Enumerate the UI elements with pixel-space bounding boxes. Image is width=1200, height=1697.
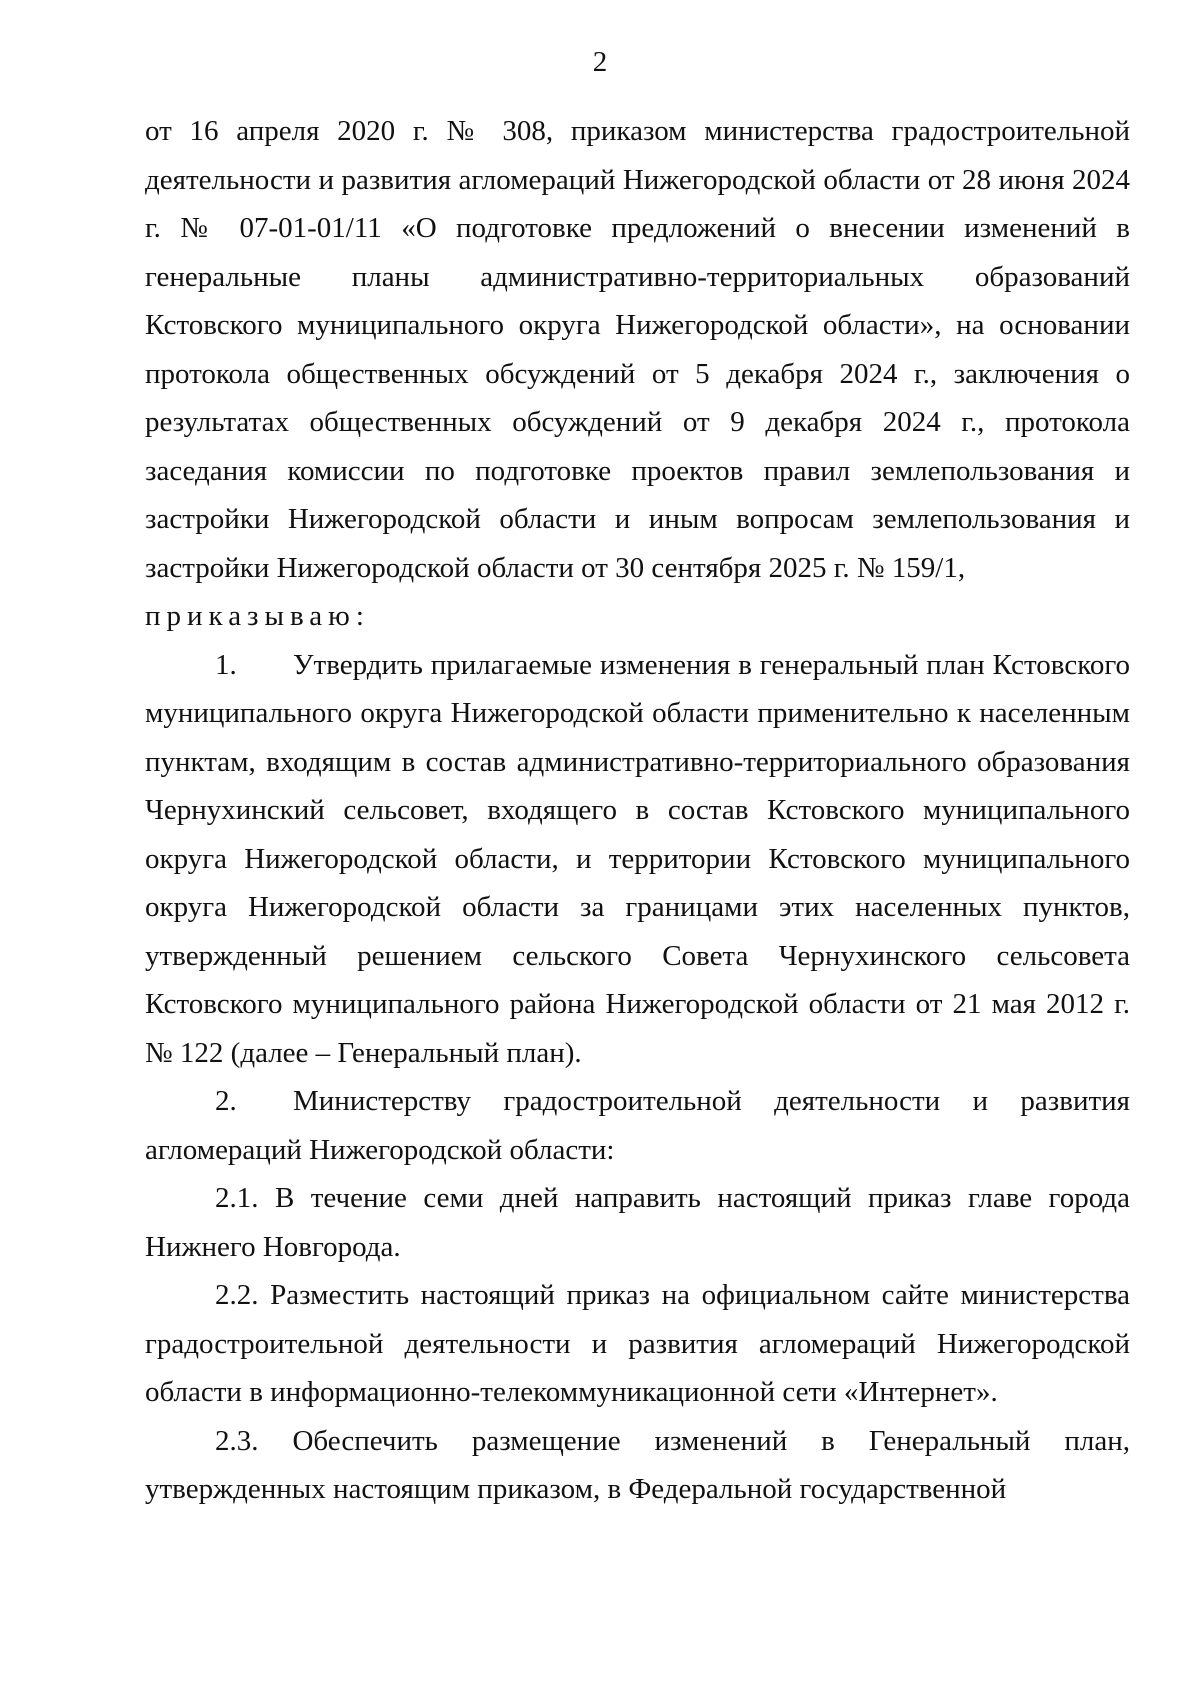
item-2-paragraph — [145, 1077, 1130, 1174]
subitem-2-2-paragraph — [145, 1271, 1130, 1417]
subitem-text: Разместить настоящий приказ на официальном сайте министерства градостроительной деятельности и развития агломераций Нижегородской области в информационно-телекоммуникационной сети «Интернет». — [145, 1279, 1131, 1408]
subitem-text: Обеспечить размещение изменений в Генеральный план, утвержденных настоящим приказом, в Федеральной государственной — [145, 1424, 1131, 1505]
decree-word-text: приказываю: — [145, 600, 370, 632]
item-text: Министерству градостроительной деятельности и развития агломераций Нижегородской области: — [145, 1085, 1130, 1166]
item-number: 1. — [215, 648, 237, 681]
subitem-2-3-paragraph — [145, 1417, 1130, 1514]
item-number: 2. — [215, 1085, 237, 1117]
subitem-number: 2.1. — [215, 1182, 259, 1214]
subitem-2-1-paragraph — [145, 1174, 1130, 1271]
item-1-paragraph — [145, 641, 1130, 1078]
item-text: Утвердить прилагаемые изменения в генеральный план Кстовского муниципального округа Нижегородской области применительно к населенным пунктам, входящим в состав административно-территориального образования Чернухинский сельсовет, входящего в состав Кстовского муниципального округа Нижегородской области, и территории Кстовского муниципального округа Нижегородской области за границами этих населенных пунктов, утвержденный решением сельского Совета Чернухинского сельсовета Кстовского муниципального района Нижегородской области от 21 мая 2012 г. № 122 (далее – Генеральный план). — [145, 648, 1130, 1069]
document-body — [145, 107, 1130, 1514]
subitem-number: 2.2. — [215, 1279, 259, 1311]
preamble-paragraph: от 16 апреля 2020 г. № 308, приказом министерства градостроительной деятельности и развития агломераций Нижегородской области от 28 июня 2024 г. № 07-01-01/11 «О подготовке предложений о внесении изменений в генеральные планы административно-территориальных образований Кстовского муниципального округа Нижегородской области», на основании протокола общественных обсуждений от 5 декабря 2024 г., заключения о результатах общественных обсуждений от 9 декабря 2024 г., протокола заседания комиссии по подготовке проектов правил землепользования и застройки Нижегородской области и иным вопросам землепользования и застройки Нижегородской области от 30 сентября 2025 г. № 159/1, — [145, 115, 1130, 584]
subitem-number: 2.3. — [215, 1424, 259, 1457]
subitem-text: В течение семи дней направить настоящий приказ главе города Нижнего Новгорода. — [145, 1182, 1131, 1263]
page-number: 2 — [592, 46, 608, 78]
decree-word — [145, 592, 1130, 641]
